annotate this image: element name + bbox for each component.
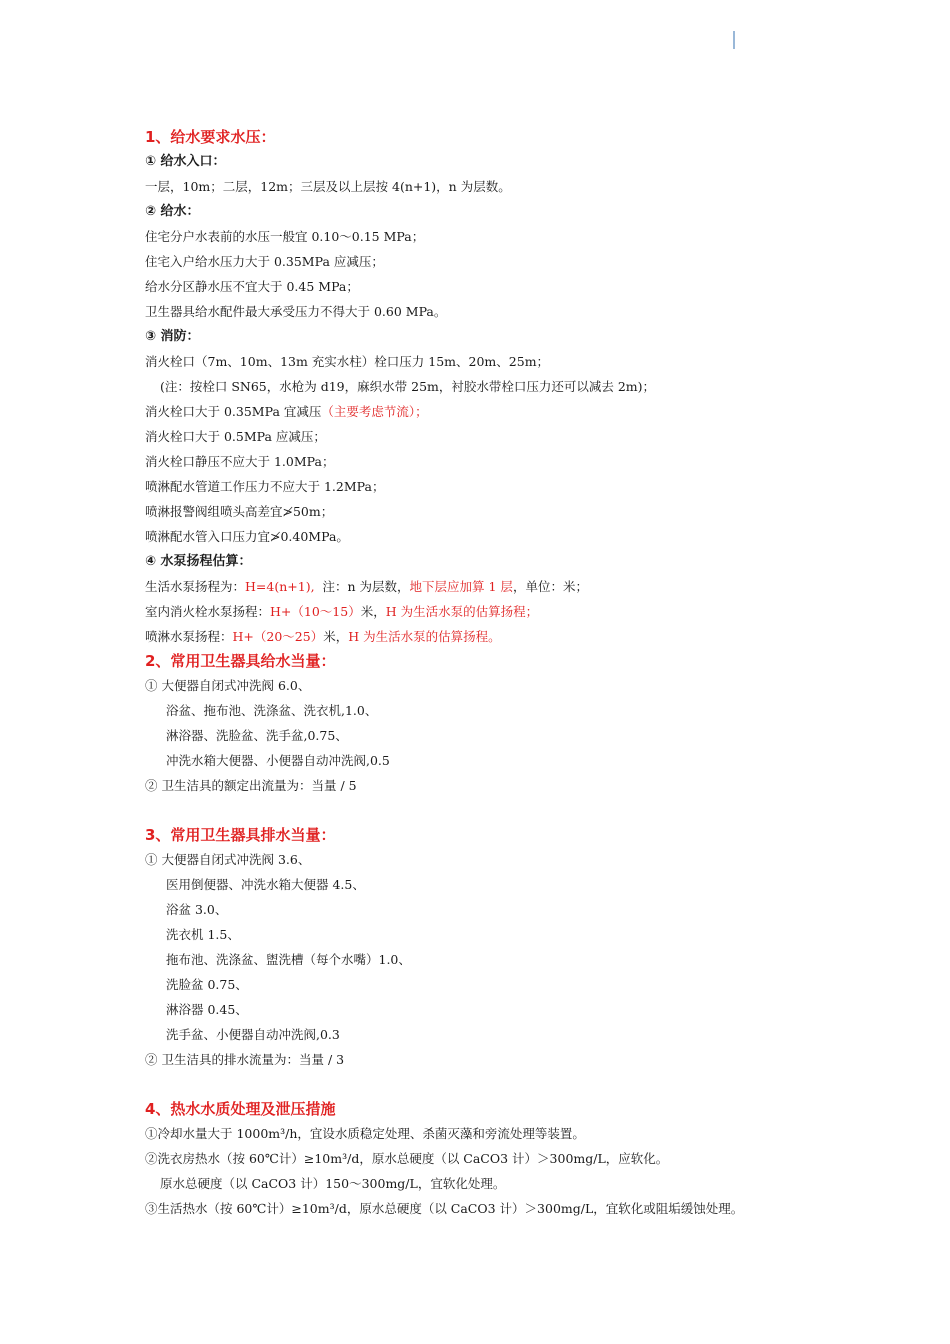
text-line: ③生活热水（按 60℃计）≥10m³/d，原水总硬度（以 CaCO3 计）＞300mg/L，宜软化或阻垢缓蚀处理。 xyxy=(145,1201,744,1216)
section-3-title: 3、常用卫生器具排水当量： xyxy=(145,826,336,844)
text-line: 洗手盆、小便器自动冲洗阀,0.3 xyxy=(166,1027,340,1042)
note-line: (注：按栓口 SN65，水枪为 d19，麻织水带 25m，衬胶水带栓口压力还可以减去 2m)； xyxy=(160,379,656,394)
text-line: 喷淋配水管入口压力宜≯0.40MPa。 xyxy=(145,529,349,544)
section-2-title: 2、常用卫生器具给水当量： xyxy=(145,652,336,670)
text-line: ② 卫生洁具的排水流量为：当量 / 3 xyxy=(145,1052,345,1067)
text-line: ② 卫生洁具的额定出流量为：当量 / 5 xyxy=(145,778,357,793)
text-line: 淋浴器、洗脸盆、洗手盆,0.75、 xyxy=(166,728,348,743)
text-line: 淋浴器 0.45、 xyxy=(166,1002,248,1017)
text-segment: 注：n 为层数， xyxy=(314,579,410,594)
section-4-title: 4、热水水质处理及泄压措施 xyxy=(145,1100,336,1118)
section-1-title: 1、给水要求水压： xyxy=(145,128,276,146)
text-line xyxy=(145,628,501,646)
text-line: 卫生器具给水配件最大承受压力不得大于 0.60 MPa。 xyxy=(145,304,447,319)
text-segment: 消火栓口大于 0.35MPa 宜减压 xyxy=(145,404,322,419)
text-line: 拖布池、洗涤盆、盥洗槽（每个水嘴）1.0、 xyxy=(166,952,411,967)
highlight-text: （主要考虑节流）； xyxy=(321,404,428,419)
highlight-text: H+（10～15） xyxy=(270,604,361,619)
highlight-text: H+（20～25） xyxy=(232,629,324,644)
text-line: 浴盆、拖布池、洗涤盆、洗衣机,1.0、 xyxy=(166,703,378,718)
text-line: 消火栓口静压不应大于 1.0MPa； xyxy=(145,454,335,469)
highlight-text: 地下层应加算 1 层 xyxy=(409,579,513,594)
text-segment: 喷淋水泵扬程： xyxy=(145,629,233,644)
text-line xyxy=(145,403,428,421)
text-segment: 米， xyxy=(360,604,386,619)
text-line: 喷淋报警阀组喷头高差宜≯50m； xyxy=(145,504,334,519)
header-tick-mark xyxy=(733,31,735,49)
text-line: 浴盆 3.0、 xyxy=(166,902,228,917)
text-line xyxy=(145,603,538,621)
highlight-text: H=4(n+1), xyxy=(245,579,315,594)
text-line: 冲洗水箱大便器、小便器自动冲洗阀,0.5 xyxy=(166,753,390,768)
text-line: 原水总硬度（以 CaCO3 计）150～300mg/L，宜软化处理。 xyxy=(160,1176,506,1191)
highlight-text: H 为生活水泵的估算扬程； xyxy=(385,604,539,619)
text-line: 住宅分户水表前的水压一般宜 0.10～0.15 MPa； xyxy=(145,229,425,244)
subheading-fire: ③ 消防： xyxy=(145,329,200,344)
text-segment: 米， xyxy=(323,629,349,644)
text-line: 消火栓口（7m、10m、13m 充实水柱）栓口压力 15m、20m、25m； xyxy=(145,354,550,369)
highlight-text: H 为生活水泵的估算扬程。 xyxy=(348,629,501,644)
text-line: 洗脸盆 0.75、 xyxy=(166,977,248,992)
text-line: ① 大便器自闭式冲洗阀 3.6、 xyxy=(145,852,311,867)
text-line: ②洗衣房热水（按 60℃计）≥10m³/d，原水总硬度（以 CaCO3 计）＞300mg/L，应软化。 xyxy=(145,1151,669,1166)
text-line xyxy=(145,578,588,596)
text-line: 住宅入户给水压力大于 0.35MPa 应减压； xyxy=(145,254,384,269)
subheading-pump-head: ④ 水泵扬程估算： xyxy=(145,554,252,569)
subheading-water-inlet: ① 给水入口： xyxy=(145,154,226,169)
text-line: 给水分区静水压不宜大于 0.45 MPa； xyxy=(145,279,359,294)
text-segment: ，单位：米； xyxy=(512,579,588,594)
text-line: 一层，10m；二层，12m；三层及以上层按 4(n+1)，n 为层数。 xyxy=(145,179,511,194)
text-line: 喷淋配水管道工作压力不应大于 1.2MPa； xyxy=(145,479,385,494)
text-segment: 室内消火栓水泵扬程： xyxy=(145,604,271,619)
text-segment: 生活水泵扬程为： xyxy=(145,579,246,594)
text-line: ①冷却水量大于 1000m³/h，宜设水质稳定处理、杀菌灭藻和旁流处理等装置。 xyxy=(145,1126,585,1141)
subheading-water-supply: ② 给水： xyxy=(145,204,200,219)
text-line: ① 大便器自闭式冲洗阀 6.0、 xyxy=(145,678,311,693)
text-line: 洗衣机 1.5、 xyxy=(166,927,240,942)
text-line: 医用倒便器、冲洗水箱大便器 4.5、 xyxy=(166,877,365,892)
text-line: 消火栓口大于 0.5MPa 应减压； xyxy=(145,429,326,444)
